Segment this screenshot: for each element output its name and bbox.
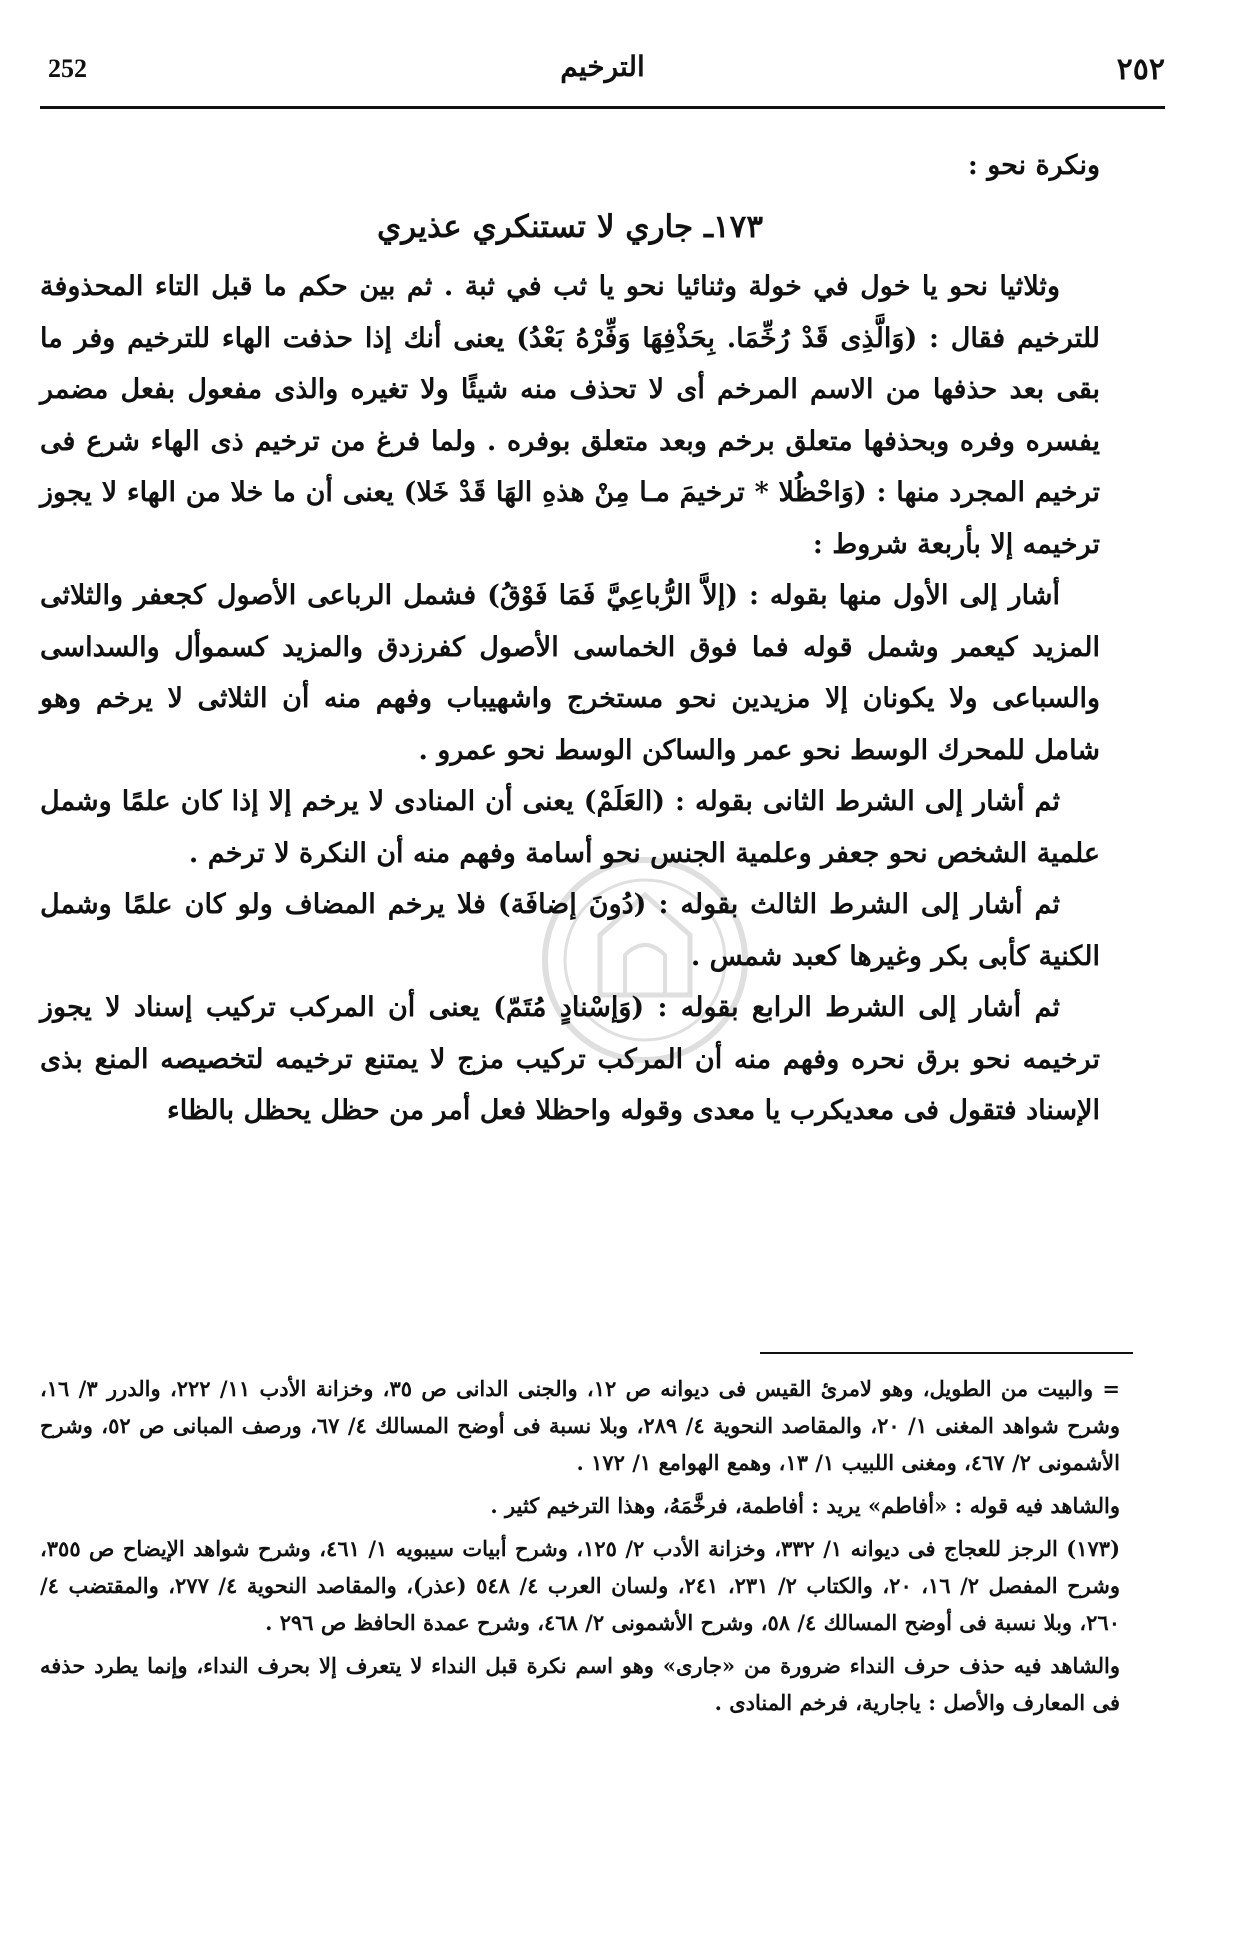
main-text	[40, 140, 1100, 1137]
footnotes	[40, 1370, 1120, 1727]
page-number-arabic: ٢٥٢	[1116, 52, 1165, 87]
footnote-continued: = والبيت من الطويل، وهو لامرئ القيس فى ديوانه ص ١٢، والجنى الدانى ص ٣٥، وخزانة الأدب ١١/ ٢٢٢، والدرر ٣/ ١٦، وشرح شواهد المغنى ١/ ٢٠، والمقاصد النحوية ٤/ ٢٨٩، وبلا نسبة فى أوضح المسالك ٤/ ٦٧، ورصف المبانى ص ٥٢، وشرح الأشمونى ٢/ ٤٦٧، ومغنى اللبيب ١/ ١٣، وهمع الهوامع ١/ ١٧٢ .	[40, 1376, 1121, 1475]
paragraph-5: ثم أشار إلى الشرط الرابع بقوله : (وَإسْنادٍ مُتَمّ) يعنى أن المركب تركيب إسناد لا يجوز ترخيمه نحو برق نحره وفهم منه أن المركب تركيب مزج لا يمتنع ترخيمه لتخصيصه المنع بذى الإسناد فتقول فى معديكرب يا معدى وقوله واحظلا فعل أمر من حظل يحظل بالظاء	[40, 992, 1100, 1126]
footnote-shahid-1: والشاهد فيه قوله : «أفاطم» يريد : أفاطمة، فرخَّمَهُ، وهذا الترخيم كثير .	[490, 1493, 1120, 1518]
paragraph-2: أشار إلى الأول منها بقوله : (إلاَّ الرُّباعِيَّ فَمَا فَوْقُ) فشمل الرباعى الأصول كجعفر والثلاثى المزيد كيعمر وشمل قوله فما فوق الخماسى الأصول كفرزدق والمزيد كسموأل والسداسى والسباعى ولا يكونان إلا مزيدين نحو مستخرج واشهيباب وفهم منه أن الثلاثى لا يرخم وهو شامل للمحرك الوسط نحو عمر والساكن الوسط نحو عمرو .	[40, 580, 1100, 766]
footnote-separator	[760, 1352, 1133, 1354]
page-header	[40, 48, 1165, 109]
page-number-latin: 252	[48, 54, 87, 83]
verse-173: ١٧٣ـ جاري لا تستنكري عذيري	[377, 208, 763, 245]
paragraph-1: وثلاثيا نحو يا خول في خولة وثنائيا نحو يا ثب في ثبة . ثم بين حكم ما قبل التاء المحذوفة للترخيم فقال : (وَالَّذِى قَدْ رُخِّمَا. بِحَذْفِهَا وَفِّرْهُ بَعْدُ) يعنى أنك إذا حذفت الهاء للترخيم وفر ما بقى بعد حذفها من الاسم المرخم أى لا تحذف منه شيئًا ولا تغيره والذى مفعول بفعل مضمر يفسره وفره وبحذفها متعلق برخم وبعد متعلق بوفره . ولما فرغ من ترخيم ذى الهاء شرع فى ترخيم المجرد منها : (وَاحْظُلا * ترخيمَ مـا مِنْ هذهِ الهَا قَدْ خَلا) يعنى أن ما خلا من الهاء لا يجوز ترخيمه إلا بأربعة شروط :	[40, 271, 1100, 560]
footnote-shahid-2: والشاهد فيه حذف حرف النداء ضرورة من «جارى» وهو اسم نكرة قبل النداء لا يتعرف إلا بحرف النداء، وإنما يطرد حذفه فى المعارف والأصل : ياجارية، فرخم المنادى .	[40, 1653, 1120, 1715]
footnote-173: (١٧٣) الرجز للعجاج فى ديوانه ١/ ٣٣٢، وخزانة الأدب ٢/ ١٢٥، وشرح أبيات سيبويه ١/ ٤٦١، وشرح شواهد الإيضاح ص ٣٥٥، وشرح المفصل ٢/ ١٦، ٢٠، والكتاب ٢/ ٢٣١، ٢٤١، ولسان العرب ٤/ ٥٤٨ (عذر)، والمقاصد النحوية ٤/ ٢٧٧، والمقتضب ٤/ ٢٦٠، وبلا نسبة فى أوضح المسالك ٤/ ٥٨، وشرح الأشمونى ٢/ ٤٦٨، وشرح عمدة الحافظ ص ٢٩٦ .	[40, 1536, 1121, 1635]
paragraph-3: ثم أشار إلى الشرط الثانى بقوله : (العَلَمْ) يعنى أن المنادى لا يرخم إلا إذا كان علمًا وشمل علمية الشخص نحو جعفر وعلمية الجنس نحو أسامة وفهم منه أن النكرة لا ترخم .	[40, 786, 1100, 869]
paragraph-4: ثم أشار إلى الشرط الثالث بقوله : (دُونَ إضافَة) فلا يرخم المضاف ولو كان علمًا وشمل الكنية كأبى بكر وغيرها كعبد شمس .	[40, 889, 1100, 972]
running-title: الترخيم	[560, 50, 645, 83]
intro-line: ونكرة نحو :	[967, 150, 1100, 181]
